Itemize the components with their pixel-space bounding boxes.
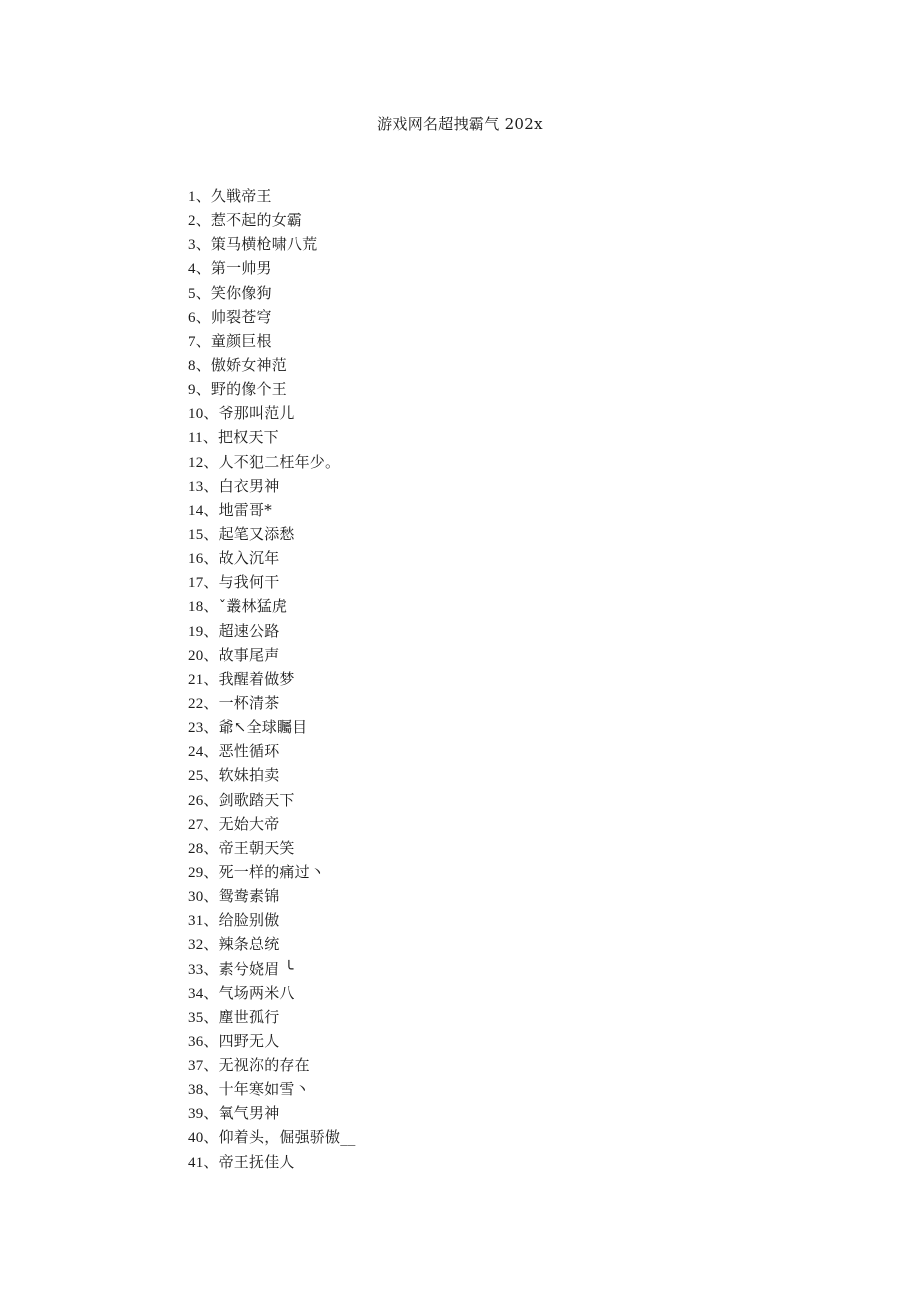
- list-item: [188, 305, 356, 329]
- list-item-text: 故事尾声: [218, 645, 280, 664]
- list-item: [188, 329, 356, 353]
- list-item-text: 把权天下: [218, 428, 279, 447]
- list-item-text: ˇ叢林猛虎: [218, 597, 288, 616]
- list-item-number: 12、: [188, 454, 219, 471]
- list-item-text: 鸳鸯素锦: [218, 887, 280, 906]
- list-item-text: 死一样的痛过丶: [218, 862, 326, 881]
- list-item-number: 23、: [188, 720, 219, 737]
- list-item: [188, 739, 356, 763]
- list-item-number: 18、: [188, 599, 219, 616]
- list-item-text: 仰着头，倔强骄傲__: [218, 1128, 356, 1147]
- list-item-text: 无视沵的存在: [218, 1056, 310, 1075]
- list-item-number: 40、: [188, 1130, 219, 1147]
- list-item: [188, 377, 356, 401]
- list-item-number: 25、: [188, 768, 219, 785]
- list-item-text: 四野无人: [218, 1031, 280, 1050]
- list-item-number: 1、: [188, 189, 211, 205]
- list-item-text: 地雷哥*: [218, 500, 272, 519]
- list-item-number: 16、: [188, 551, 219, 568]
- list-item: [188, 860, 356, 884]
- list-item: [188, 763, 356, 787]
- list-item-number: 30、: [188, 889, 219, 906]
- list-item: [188, 1150, 356, 1174]
- list-item-text: 傲娇女神范: [210, 355, 287, 374]
- list-item-text: 起笔又添愁: [218, 524, 295, 543]
- list-item: [188, 1005, 356, 1029]
- list-item: [188, 1101, 356, 1125]
- list-item-number: 27、: [188, 816, 219, 833]
- list-item: [188, 401, 356, 425]
- list-item-number: 17、: [188, 575, 219, 592]
- list-item: [188, 788, 356, 812]
- list-item-number: 14、: [188, 502, 219, 519]
- list-item-text: 惹不起的女霸: [210, 211, 303, 230]
- list-item: [188, 522, 356, 546]
- list-item: [188, 184, 356, 208]
- list-item-number: 6、: [188, 309, 211, 326]
- list-item-number: 7、: [188, 333, 211, 350]
- list-item: [188, 498, 356, 522]
- list-item: [188, 932, 356, 956]
- list-item-number: 22、: [188, 695, 219, 712]
- list-item-text: 氧气男神: [218, 1104, 280, 1123]
- list-item: [188, 232, 356, 256]
- list-item-number: 39、: [188, 1106, 219, 1123]
- list-item-text: 剑歌踏天下: [218, 790, 295, 809]
- list-item: [188, 1029, 356, 1053]
- list-item-text: 笑你像狗: [210, 283, 272, 302]
- list-item: [188, 619, 356, 643]
- list-item-text: 帝王抚佳人: [218, 1152, 295, 1171]
- list-item: [188, 208, 356, 232]
- list-item: [188, 256, 356, 280]
- list-item-number: 8、: [188, 357, 211, 374]
- list-item: [188, 353, 356, 377]
- list-item-number: 26、: [188, 792, 219, 809]
- list-item-number: 3、: [188, 237, 211, 254]
- list-item: [188, 691, 356, 715]
- list-item: [188, 425, 356, 449]
- list-item-number: 28、: [188, 840, 219, 857]
- list-item-number: 41、: [188, 1154, 219, 1171]
- list-item: [188, 474, 356, 498]
- list-item-text: 帝王朝天笑: [218, 838, 295, 857]
- list-item-text: 帅裂苍穹: [210, 307, 272, 326]
- list-item-number: 29、: [188, 864, 219, 881]
- list-item-text: 气场两米八: [218, 983, 295, 1002]
- list-item-number: 10、: [188, 406, 219, 423]
- name-list: [188, 184, 356, 1174]
- list-item-number: 11、: [188, 430, 219, 447]
- list-item: [188, 667, 356, 691]
- list-item-text: 一杯清茶: [218, 693, 280, 712]
- list-item-number: 38、: [188, 1082, 219, 1099]
- list-item-text: 与我何干: [218, 573, 280, 592]
- list-item-number: 34、: [188, 985, 219, 1002]
- list-item-number: 19、: [188, 623, 219, 640]
- list-item: [188, 570, 356, 594]
- list-item-number: 32、: [188, 937, 219, 954]
- list-item-text: 超速公路: [218, 621, 280, 640]
- list-item-text: 爷那叫范儿: [218, 404, 295, 423]
- list-item: [188, 281, 356, 305]
- list-item-text: 第一帅男: [210, 259, 272, 278]
- list-item-text: 塵世孤行: [218, 1007, 280, 1026]
- list-item-text: 野的像个王: [210, 380, 287, 399]
- list-item-text: 我醒着做梦: [218, 669, 295, 688]
- list-item-text: 给脸别傲: [218, 911, 280, 930]
- list-item-text: 童颜巨根: [210, 331, 272, 350]
- list-item-number: 33、: [188, 961, 219, 978]
- list-item: [188, 715, 356, 739]
- list-item-number: 13、: [188, 478, 219, 495]
- list-item: [188, 884, 356, 908]
- list-item: [188, 957, 356, 981]
- list-item: [188, 908, 356, 932]
- list-item-text: 恶性循环: [218, 742, 280, 761]
- document-title: 游戏网名超拽霸气 202x: [377, 115, 543, 133]
- list-item: [188, 836, 356, 860]
- list-item-number: 20、: [188, 647, 219, 664]
- list-item-text: 人不犯二枉年少。: [218, 452, 341, 471]
- list-item-number: 9、: [188, 382, 211, 399]
- list-item-text: 白衣男神: [218, 476, 280, 495]
- list-item: [188, 546, 356, 570]
- list-item-number: 31、: [188, 913, 219, 930]
- list-item: [188, 643, 356, 667]
- list-item-text: 策马横枪啸八荒: [210, 235, 318, 254]
- list-item: [188, 594, 356, 618]
- list-item-text: 软妹拍卖: [218, 766, 280, 785]
- list-item: [188, 1053, 356, 1077]
- list-item-number: 15、: [188, 526, 219, 543]
- list-item-number: 24、: [188, 744, 219, 761]
- list-item-text: 无始大帝: [218, 814, 280, 833]
- list-item: [188, 450, 356, 474]
- list-item-number: 2、: [188, 213, 211, 230]
- list-item-number: 35、: [188, 1009, 219, 1026]
- list-item-text: 素兮娆眉 ╰: [218, 959, 294, 978]
- list-item: [188, 1125, 356, 1149]
- list-item-text: 故入沉年: [218, 549, 280, 568]
- list-item-number: 4、: [188, 261, 211, 278]
- list-item-number: 36、: [188, 1033, 219, 1050]
- list-item: [188, 1077, 356, 1101]
- list-item: [188, 812, 356, 836]
- list-item-number: 37、: [188, 1058, 219, 1075]
- list-item-text: 十年寒如雪丶: [218, 1080, 310, 1099]
- list-item-text: 辣条总统: [218, 935, 280, 954]
- list-item-text: 爺↖全球矚目: [218, 718, 308, 737]
- list-item-number: 21、: [188, 671, 219, 688]
- list-item-number: 5、: [188, 285, 211, 302]
- list-item-text: 久戦帝王: [210, 187, 272, 205]
- list-item: [188, 981, 356, 1005]
